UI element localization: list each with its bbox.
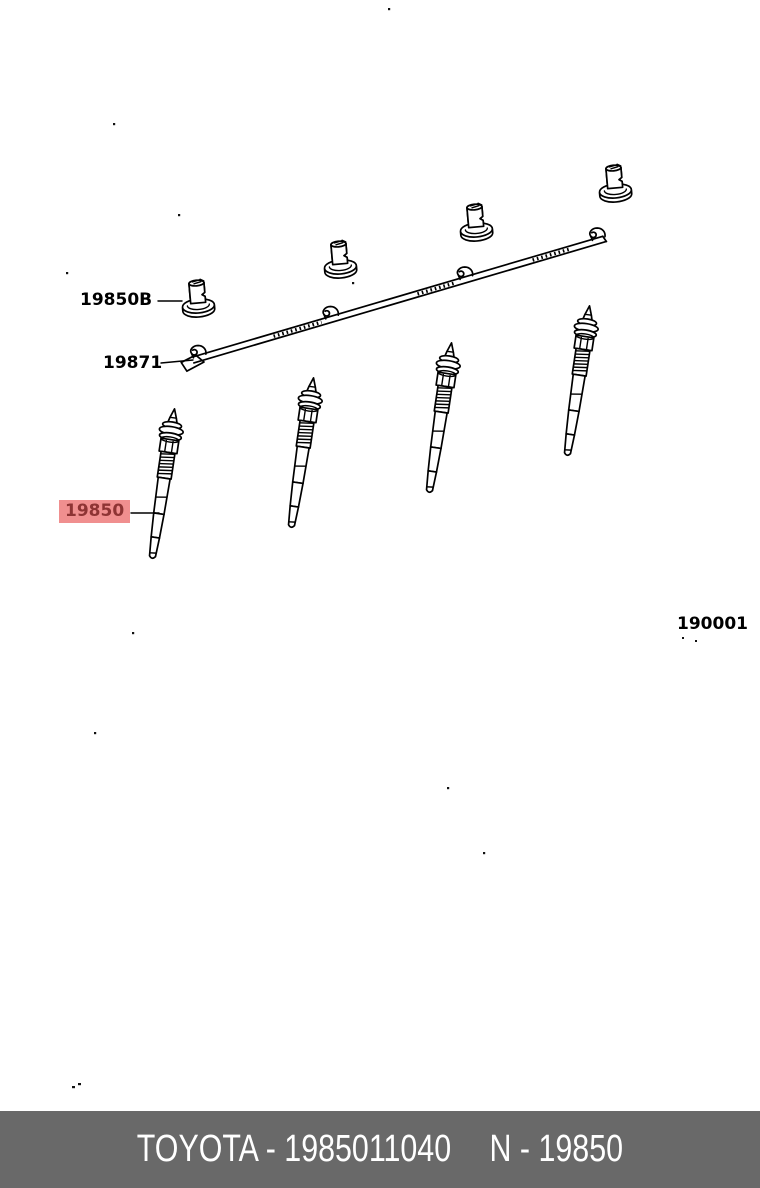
- callout-19871[interactable]: 19871: [103, 353, 163, 373]
- glow-plug-4: [555, 304, 601, 457]
- glow-plug-2: [279, 376, 325, 529]
- sleeve-nut-4: [597, 163, 632, 203]
- callout-19850-highlighted[interactable]: 19850: [59, 500, 130, 523]
- sleeve-nut-1: [180, 278, 215, 318]
- callout-19850B[interactable]: 19850B: [80, 290, 153, 310]
- sleeve-nut-3: [458, 202, 493, 242]
- sleeve-nut-2: [322, 239, 357, 279]
- footer-text: [137, 1128, 623, 1171]
- glow-plug-3: [417, 341, 463, 494]
- print-specks: [66, 8, 697, 1088]
- connector-bar: [178, 226, 609, 372]
- footer-brand-part-number: TOYOTA - 1985011040: [136, 1128, 452, 1170]
- footer-bar: [0, 1111, 760, 1188]
- figure-number: 190001: [677, 614, 748, 634]
- footer-number-code: N - 19850: [489, 1128, 624, 1170]
- glow-plug-1: [140, 407, 186, 560]
